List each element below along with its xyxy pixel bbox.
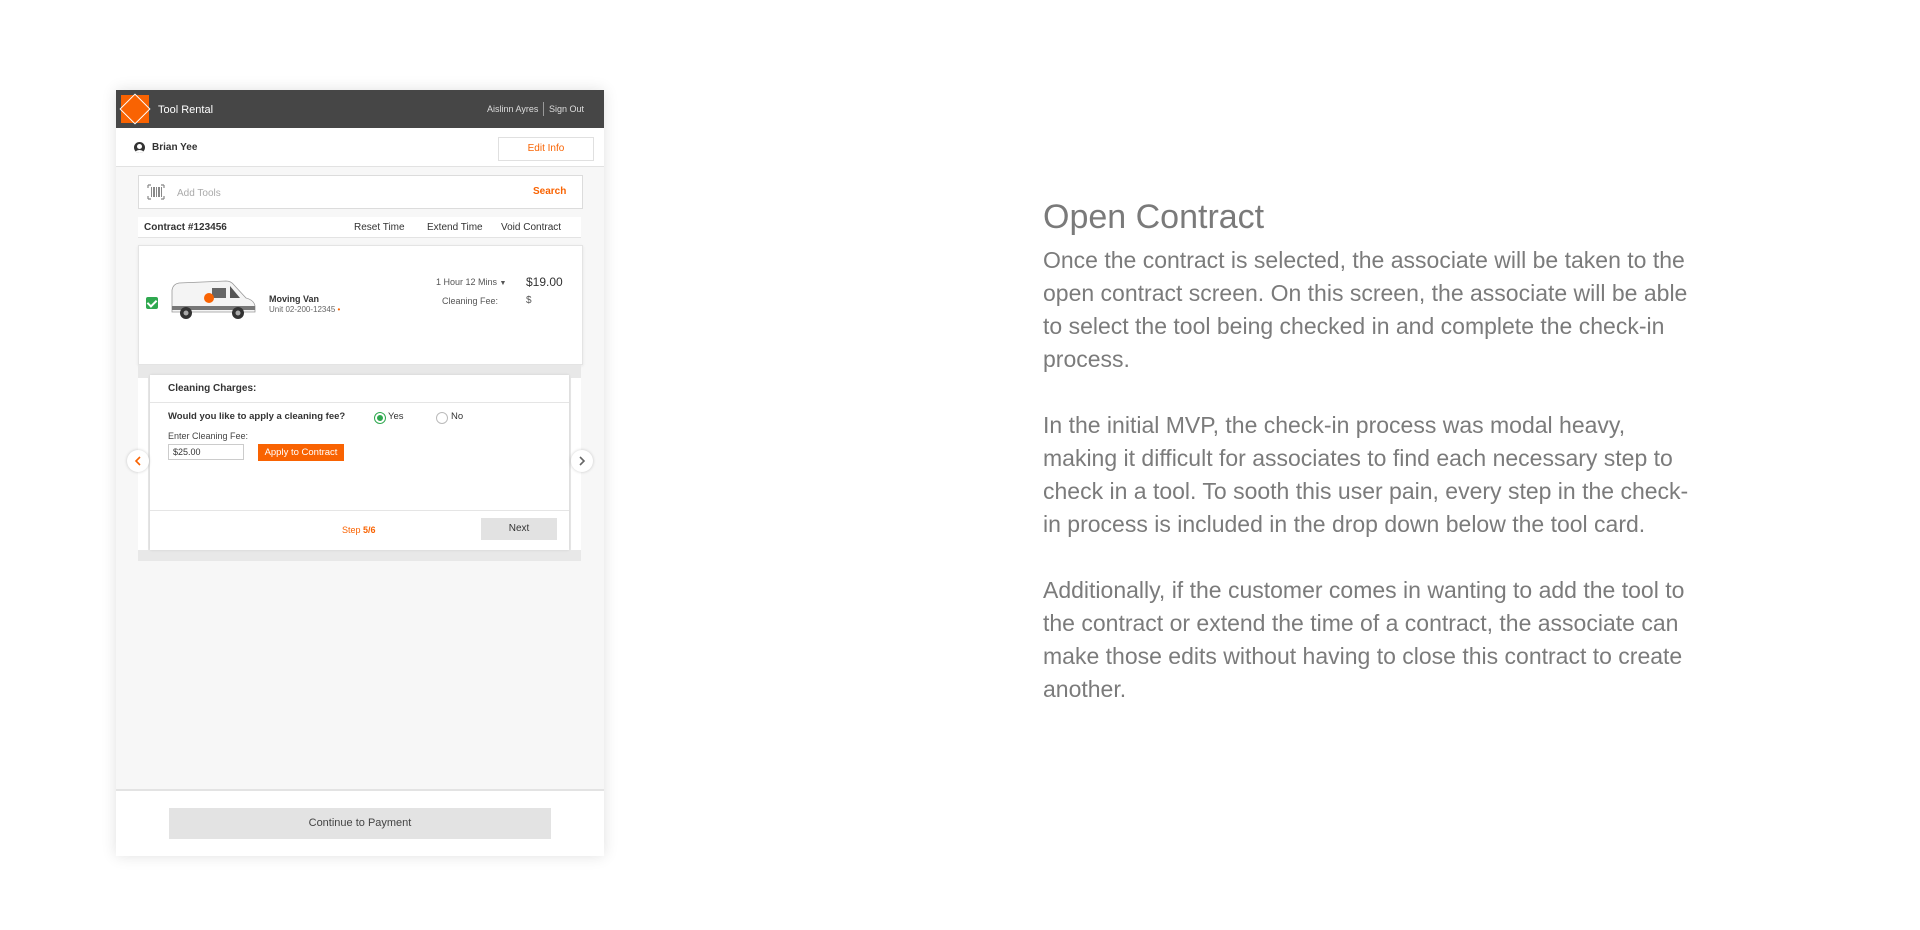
app-title: Tool Rental — [158, 104, 214, 116]
search-button[interactable]: Search — [533, 186, 567, 197]
tool-card[interactable] — [138, 245, 583, 365]
app-header — [116, 90, 604, 128]
radio-no[interactable] — [436, 412, 448, 424]
sign-out-link[interactable]: Sign Out — [549, 104, 585, 114]
extend-time-link[interactable]: Extend Time — [427, 222, 483, 233]
footer-bar — [116, 791, 604, 856]
cleaning-fee-input[interactable] — [168, 444, 244, 460]
carousel-next-button[interactable] — [571, 450, 593, 472]
contract-id: Contract #123456 — [144, 222, 227, 233]
tool-checkbox[interactable] — [146, 297, 158, 309]
step-title: Cleaning Charges: — [168, 383, 257, 394]
tool-price: $19.00 — [526, 275, 563, 289]
divider — [150, 510, 569, 511]
radio-no-label: No — [451, 411, 464, 422]
cleaning-fee-question: Would you like to apply a cleaning fee? — [168, 411, 346, 422]
radio-yes-label: Yes — [388, 411, 404, 422]
customer-name: Brian Yee — [152, 142, 198, 153]
edit-info-button[interactable]: Edit Info — [498, 137, 594, 161]
tablet-mockup — [116, 90, 604, 856]
rental-time-select[interactable]: 1 Hour 12 Mins ▼ — [436, 277, 507, 287]
cleaning-fee-label: Cleaning Fee: — [442, 296, 499, 306]
case-study-text — [1043, 196, 1693, 706]
step-indicator: Step 5/6 — [342, 525, 376, 535]
next-step-button[interactable]: Next — [481, 518, 557, 540]
reset-time-link[interactable]: Reset Time — [354, 222, 405, 233]
radio-yes[interactable] — [374, 412, 386, 424]
search-input[interactable] — [175, 182, 479, 204]
fee-input-label: Enter Cleaning Fee: — [168, 431, 249, 441]
chevron-right-icon — [578, 456, 586, 466]
current-user: Aislinn Ayres — [487, 104, 539, 114]
tool-name: Moving Van — [269, 294, 320, 304]
carousel-prev-button[interactable] — [127, 450, 149, 472]
header-divider — [543, 102, 544, 116]
customer-bar — [116, 128, 604, 167]
cleaning-fee-value: $ — [526, 295, 532, 306]
continue-to-payment-button[interactable]: Continue to Payment — [169, 808, 551, 839]
contract-header — [138, 217, 581, 238]
void-contract-link[interactable]: Void Contract — [501, 222, 562, 233]
chevron-left-icon — [134, 456, 142, 466]
user-icon — [134, 142, 145, 153]
status-dot: • — [337, 305, 341, 314]
barcode-icon[interactable] — [147, 184, 165, 200]
add-tools-search — [138, 175, 583, 209]
section-heading: Open Contract — [1043, 198, 1265, 236]
divider — [150, 402, 569, 403]
chevron-down-icon: ▼ — [499, 280, 507, 287]
step-card-cleaning — [150, 375, 569, 550]
brand-logo — [121, 95, 149, 123]
tool-unit: Unit 02-200-12345 • — [269, 305, 341, 314]
apply-to-contract-button[interactable]: Apply to Contract — [258, 444, 344, 461]
paragraph-2: In the initial MVP, the check-in process was modal heavy, making it difficult for associates to find each necessary step to check in a tool. To sooth this user pain, every step in the check-in process is included in the drop down below the tool card. — [1043, 412, 1689, 537]
paragraph-3: Additionally, if the customer comes in wanting to add the tool to the contract or extend the time of a contract, the associate can make those edits without having to close this contract to create another. — [1043, 577, 1685, 702]
paragraph-1: Once the contract is selected, the associate will be taken to the open contract screen. On this screen, the associate will be able to select the tool being checked in and complete the check-in process. — [1043, 247, 1688, 372]
van-image — [168, 276, 258, 324]
